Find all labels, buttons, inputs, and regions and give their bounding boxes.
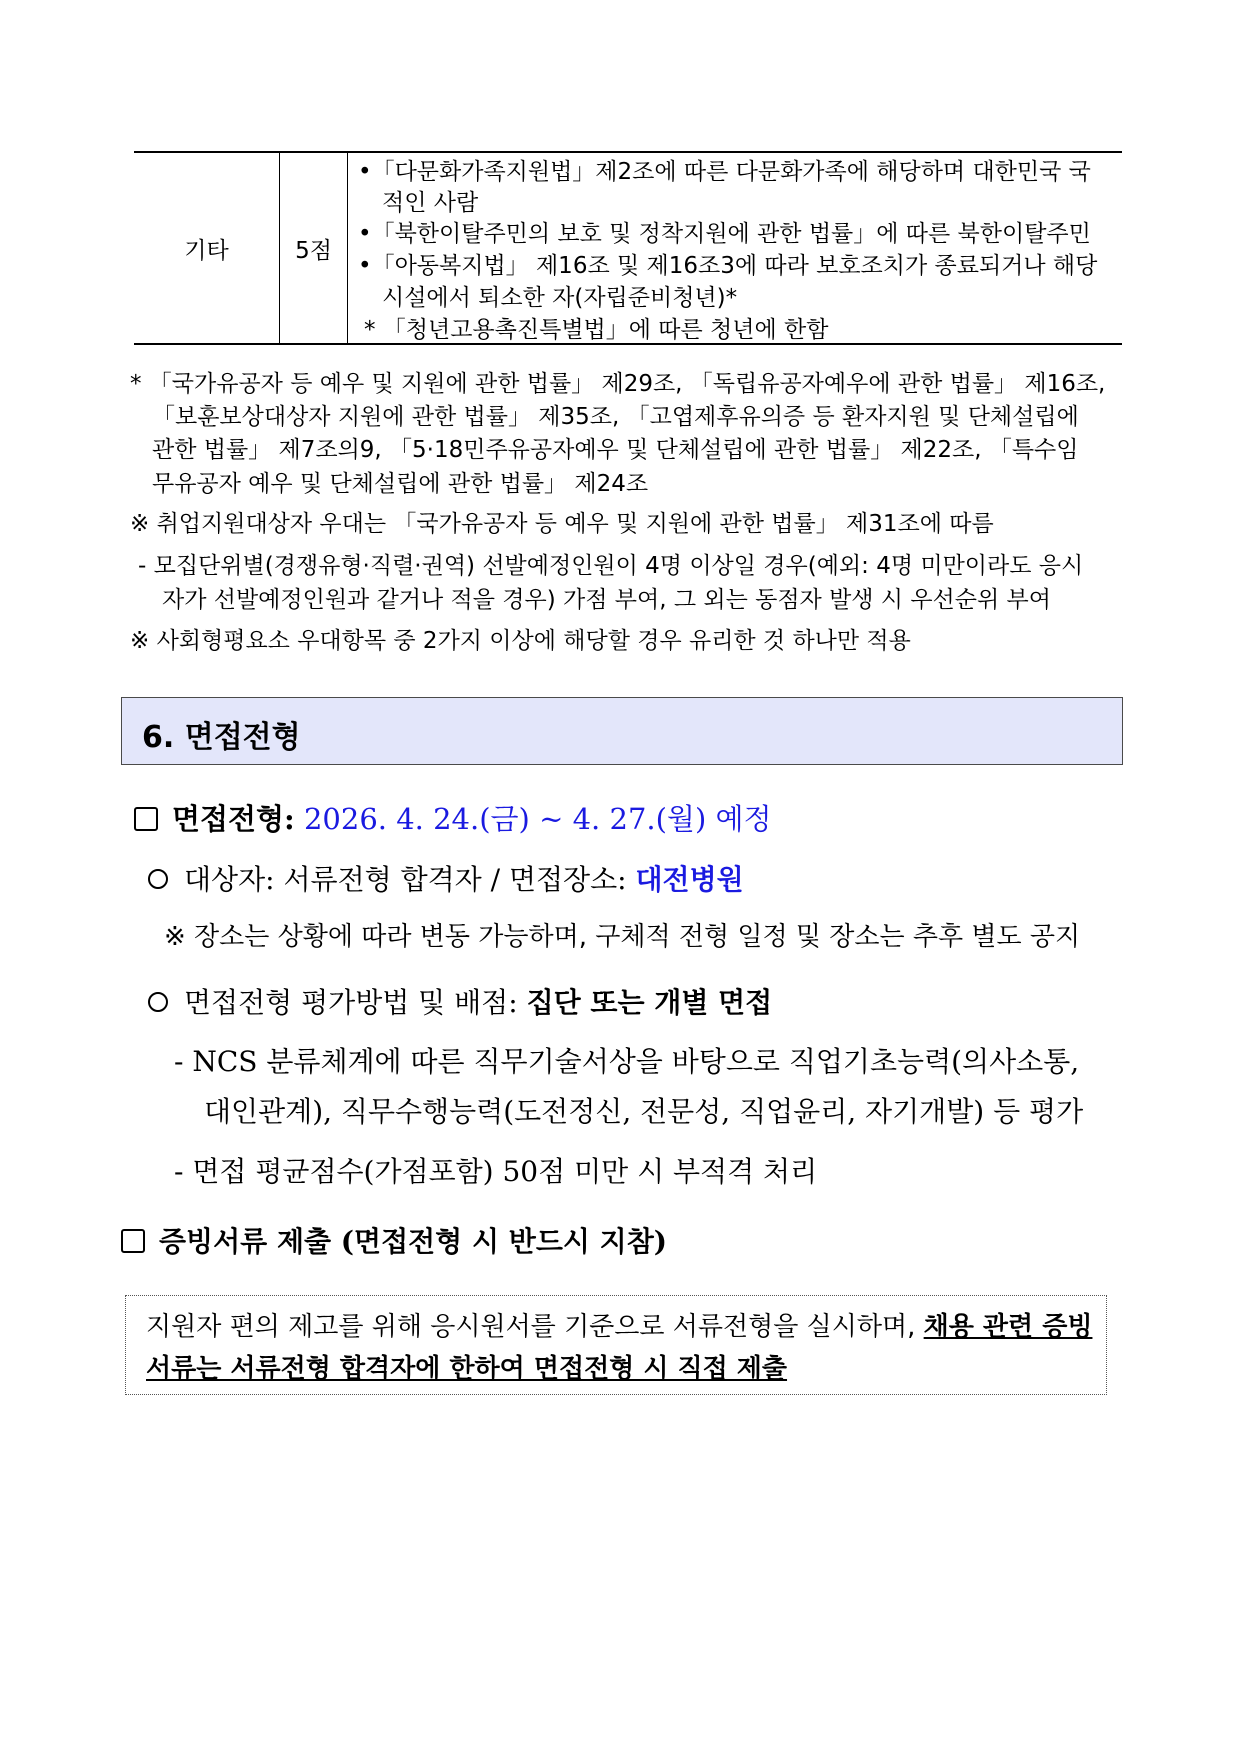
method: 집단 또는 개별 면접: [526, 986, 773, 1019]
note-line: 자가 선발예정인원과 같거나 적을 경우) 가점 부여, 그 외는 동점자 발생 시 우선순위 부여: [162, 587, 1051, 613]
note-line: ※ 취업지원대상자 우대는 「국가유공자 등 예우 및 지원에 관한 법률」 제31조에 따름: [130, 511, 994, 537]
criteria-line: •「아동복지법」 제16조 및 제16조3에 따라 보호조치가 종료되거나 해당: [358, 253, 1098, 279]
bonus-points-table: [134, 151, 1122, 345]
criteria-line: •「북한이탈주민의 보호 및 정착지원에 관한 법률」에 따른 북한이탈주민: [358, 221, 1091, 247]
note-line: - 모집단위별(경쟁유형·직렬·권역) 선발예정인원이 4명 이상일 경우(예외: 4명 미만이라도 응시: [138, 553, 1084, 579]
footnote-line: 「보훈보상대상자 지원에 관한 법률」 제35조, 「고엽제후유의증 등 환자지원 및 단체설립에: [152, 404, 1079, 430]
documents-heading-line: [121, 1220, 667, 1260]
venue-note: ※ 장소는 상황에 따라 변동 가능하며, 구체적 전형 일정 및 장소는 추후 별도 공지: [164, 922, 1081, 952]
criteria-line: 적인 사람: [382, 190, 479, 216]
detail-line: - 면접 평균점수(가점포함) 50점 미만 시 부적격 처리: [174, 1155, 818, 1188]
footnote-line: 관한 법률」 제7조의9, 「5·18민주유공자예우 및 단체설립에 관한 법률」 제22조, 「특수임: [152, 437, 1079, 463]
criteria-line: * 「청년고용촉진특별법」에 따른 청년에 한함: [364, 317, 829, 343]
criteria-line: 시설에서 퇴소한 자(자립준비청년)*: [382, 285, 738, 311]
footnote-line: 무유공자 예우 및 단체설립에 관한 법률」 제24조: [152, 471, 649, 497]
notice-emphasis: 서류는 서류전형 합격자에 한하여 면접전형 시 직접 제출: [146, 1354, 788, 1384]
table-category-cell: 기타: [134, 153, 280, 343]
interview-date: 2026. 4. 24.(금) ~ 4. 27.(월) 예정: [303, 802, 772, 836]
documents-notice-box: [125, 1295, 1107, 1395]
method-line: [148, 981, 772, 1021]
detail-line: 대인관계), 직무수행능력(도전정신, 전문성, 직업윤리, 자기개발) 등 평가: [204, 1095, 1084, 1128]
circle-bullet-icon: [148, 869, 168, 889]
footnote-line: * 「국가유공자 등 예우 및 지원에 관한 법률」 제29조, 「독립유공자예우에 관한 법률」 제16조,: [130, 371, 1106, 397]
note-line: ※ 사회형평요소 우대항목 중 2가지 이상에 해당할 경우 유리한 것 하나만 적용: [130, 628, 911, 654]
notice-line-1: [146, 1306, 1092, 1343]
detail-line: - NCS 분류체계에 따른 직무기술서상을 바탕으로 직업기초능력(의사소통,: [174, 1045, 1080, 1078]
notice-text: 지원자 편의 제고를 위해 응시원서를 기준으로 서류전형을 실시하며,: [146, 1312, 924, 1342]
venue: 대전병원: [635, 863, 744, 896]
table-criteria-cell: [350, 153, 1122, 343]
notice-emphasis: 채용 관련 증빙: [923, 1312, 1093, 1342]
target-line: [148, 858, 744, 898]
checkbox-bullet-icon: [121, 1229, 145, 1253]
table-points-cell: 5점: [280, 153, 348, 343]
notice-line-2: [146, 1348, 787, 1385]
section-title: 6. 면접전형: [142, 720, 301, 755]
checkbox-bullet-icon: [134, 807, 158, 831]
target-text: 대상자: 서류전형 합격자 / 면접장소:: [184, 863, 627, 896]
criteria-line: •「다문화가족지원법」제2조에 따른 다문화가족에 해당하며 대한민국 국: [358, 159, 1091, 185]
section-header: [121, 697, 1123, 765]
method-prefix: 면접전형 평가방법 및 배점:: [184, 986, 518, 1019]
interview-heading-line: [134, 797, 772, 838]
circle-bullet-icon: [148, 992, 168, 1012]
interview-heading: 면접전형:: [172, 802, 295, 836]
documents-heading: 증빙서류 제출 (면접전형 시 반드시 지참): [159, 1225, 668, 1258]
